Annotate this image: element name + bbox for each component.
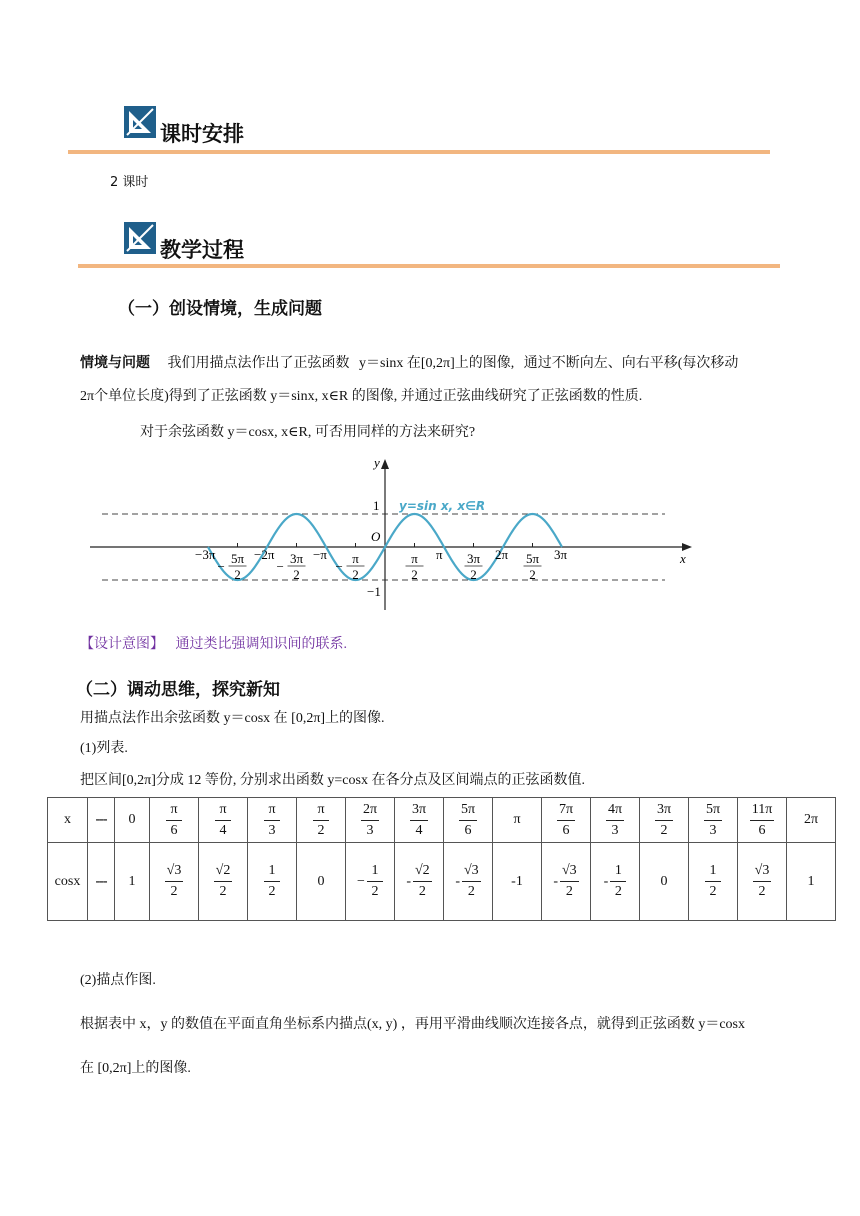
x-tick-denominator: 2	[529, 567, 536, 582]
x-value-cell: $\frac{\pi}{4}$	[199, 798, 248, 843]
y-axis-label: y	[374, 455, 380, 470]
x-value-cell: π	[493, 798, 542, 843]
x-value-cell: $\frac{11\pi}{6}$	[738, 798, 787, 843]
origin-label: O	[371, 529, 381, 544]
x-value-cell: $\frac{3\pi}{4}$	[395, 798, 444, 843]
x-tick-label: −2π	[254, 547, 275, 562]
partition-text: 把区间[0,2π]分成 12 等份, 分别求出函数 y=cosx 在各分点及区间端点的正弦函数值.	[80, 773, 585, 788]
sine-graph	[80, 455, 700, 615]
x-tick-denominator: 2	[470, 567, 477, 582]
design-intent-label: 【设计意图】	[80, 637, 164, 652]
design-intent	[80, 634, 347, 656]
cos-value-cell: -1	[493, 843, 542, 921]
cos-value-cell: - $\frac{1}{2}$	[591, 843, 640, 921]
step-2-label: (2)描点作图.	[80, 973, 156, 988]
dash-cell: ---	[88, 843, 115, 921]
x-value-cell: $\frac{\pi}{3}$	[248, 798, 297, 843]
x-tick-sign: −	[276, 559, 284, 574]
x-tick-numerator: 5π	[525, 551, 540, 566]
x-tick-numerator: 3π	[289, 551, 304, 566]
x-value-cell: $\frac{\pi}{2}$	[297, 798, 346, 843]
cos-value-cell: 1	[115, 843, 150, 921]
cos-value-cell: $\frac{1}{2}$	[689, 843, 738, 921]
x-tick-denominator: 2	[234, 567, 241, 582]
row-label-cosx: cosx	[48, 843, 88, 921]
subsection-title-1: （一）创设情境，生成问题	[118, 299, 322, 319]
x-tick-label: π	[436, 547, 443, 562]
cos-value-cell: $\frac{√2}{2}$	[199, 843, 248, 921]
x-tick-denominator: 2	[352, 567, 359, 582]
x-tick-label: −3π	[195, 547, 216, 562]
x-tick-denominator: 2	[411, 567, 418, 582]
cos-value-cell: $\frac{1}{2}$	[248, 843, 297, 921]
cos-value-cell: $\frac{√3}{2}$	[150, 843, 199, 921]
task-text: 用描点法作出余弦函数 y＝cosx 在 [0,2π]上的图像.	[80, 711, 385, 726]
x-value-cell: 0	[115, 798, 150, 843]
set-square-icon	[124, 106, 156, 138]
values-table	[47, 797, 836, 921]
x-value-cell: $\frac{\pi}{6}$	[150, 798, 199, 843]
x-value-cell: $\frac{5\pi}{6}$	[444, 798, 493, 843]
x-value-cell: 2π	[787, 798, 836, 843]
x-value-cell: $\frac{2\pi}{3}$	[346, 798, 395, 843]
x-value-cell: $\frac{7\pi}{6}$	[542, 798, 591, 843]
cos-value-cell: - $\frac{√3}{2}$	[542, 843, 591, 921]
cos-value-cell: 1	[787, 843, 836, 921]
question-text: 对于余弦函数 y＝cosx, x∈R, 可否用同样的方法来研究?	[140, 425, 476, 440]
x-axis-arrow	[682, 543, 692, 551]
x-tick-label: 2π	[495, 547, 509, 562]
x-tick-numerator: π	[352, 551, 359, 566]
scenario-paragraph-line2: 2π个单位长度)得到了正弦函数 y＝sinx, x∈R 的图像, 并通过正弦曲线研究了正弦函数的性质.	[80, 389, 643, 404]
cos-value-cell: - $\frac{√2}{2}$	[395, 843, 444, 921]
cos-value-cell: 0	[297, 843, 346, 921]
x-value-cell: $\frac{4\pi}{3}$	[591, 798, 640, 843]
y-tick-neg1: −1	[367, 584, 381, 599]
x-value-cell: $\frac{3\pi}{2}$	[640, 798, 689, 843]
x-tick-numerator: 3π	[466, 551, 481, 566]
table-row-x	[48, 798, 836, 843]
hours-text: 2 课时	[110, 175, 149, 190]
design-intent-text: 通过类比强调知识间的联系.	[175, 637, 347, 652]
x-value-cell: $\frac{5\pi}{3}$	[689, 798, 738, 843]
x-tick-sign: −	[335, 559, 343, 574]
cos-value-cell: − $\frac{1}{2}$	[346, 843, 395, 921]
scenario-label: 情境与问题	[80, 355, 150, 371]
x-tick-denominator: 2	[293, 567, 300, 582]
row-label-x: x	[48, 798, 88, 843]
cos-value-cell: - $\frac{√3}{2}$	[444, 843, 493, 921]
x-axis-label: x	[680, 551, 686, 566]
section-heading-process: 教学过程	[160, 238, 244, 262]
section-heading-schedule: 课时安排	[160, 122, 244, 146]
step-1-label: (1)列表.	[80, 741, 128, 756]
scenario-paragraph: 情境与问题 我们用描点法作出了正弦函数 y＝sinx 在[0,2π]上的图像, 通过不断向左、向右平移(每次移动	[80, 355, 739, 371]
x-tick-label: −π	[313, 547, 327, 562]
subsection-title-2: （二）调动思维，探究新知	[76, 680, 280, 700]
dash-cell: ---	[88, 798, 115, 843]
y-axis-arrow	[381, 459, 389, 469]
heading-divider	[68, 150, 770, 154]
plot-instructions-end: 在 [0,2π]上的图像.	[80, 1061, 191, 1076]
x-tick-numerator: 5π	[230, 551, 245, 566]
x-tick-numerator: π	[411, 551, 418, 566]
cos-value-cell: 0	[640, 843, 689, 921]
cos-value-cell: $\frac{√3}{2}$	[738, 843, 787, 921]
x-tick-label: 3π	[554, 547, 568, 562]
plot-instructions: 根据表中 x，y 的数值在平面直角坐标系内描点(x, y) ，再用平滑曲线顺次连接各点，就得到正弦函数 y＝cosx	[80, 1017, 745, 1032]
y-tick-1: 1	[373, 498, 380, 513]
curve-legend: y=sin x, x∈R	[399, 499, 486, 513]
heading-divider	[78, 264, 780, 268]
set-square-icon	[124, 222, 156, 254]
table-row-cos	[48, 843, 836, 921]
x-tick-sign: −	[217, 559, 225, 574]
